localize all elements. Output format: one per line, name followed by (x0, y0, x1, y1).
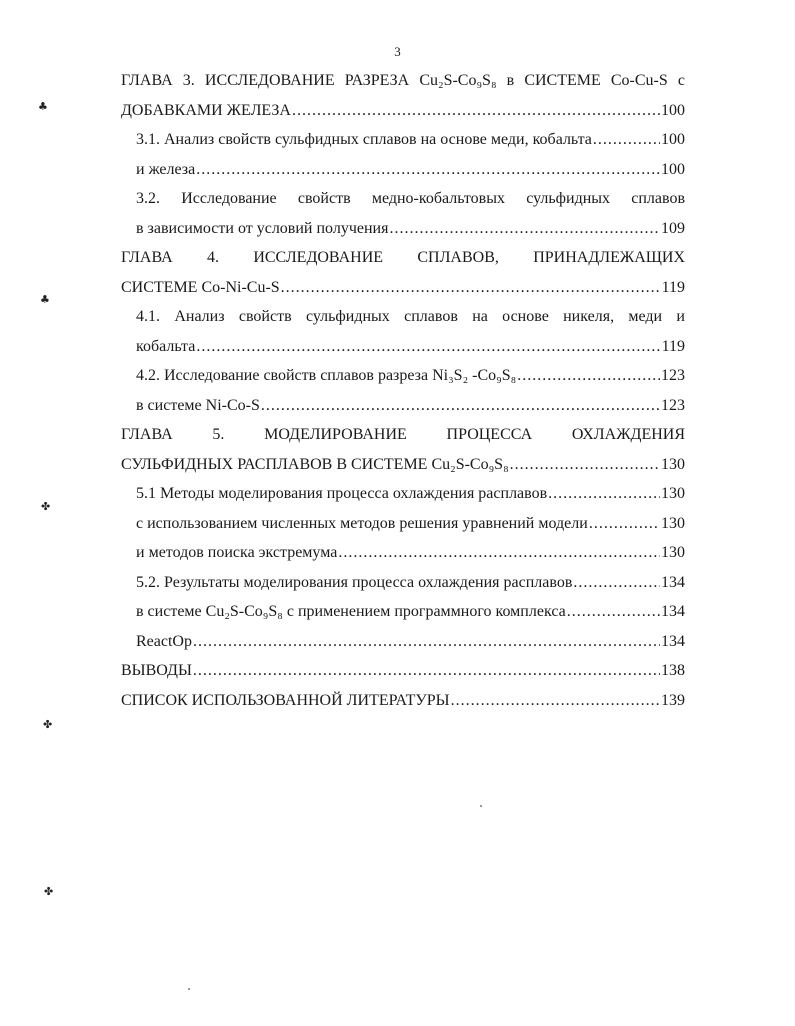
toc-entry (121, 125, 685, 155)
toc-entry-title: ReactOp (136, 632, 192, 650)
binding-hole-mark: ✤ (41, 500, 51, 513)
toc-entry (121, 597, 685, 627)
toc-entry-page: 123 (661, 367, 685, 384)
toc-entry (121, 627, 685, 657)
toc-entry-page: 134 (661, 632, 685, 650)
toc-entry-title: ГЛАВА 4. ИССЛЕДОВАНИЕ СПЛАВОВ, ПРИНАДЛЕЖАЩИХ (121, 249, 685, 266)
toc-dot-leader (567, 597, 660, 627)
toc-entry-title: и железа (136, 160, 196, 178)
toc-dot-leader (389, 214, 660, 244)
table-of-contents (121, 66, 685, 715)
toc-entry-page: 123 (661, 396, 685, 414)
toc-entry (121, 361, 685, 391)
toc-entry (121, 538, 685, 568)
toc-dot-leader (517, 361, 660, 391)
toc-entry-page: 139 (661, 691, 685, 709)
toc-entry (121, 214, 685, 244)
toc-entry-page: 100 (661, 131, 685, 148)
toc-dot-leader (589, 509, 660, 539)
toc-dot-leader (281, 273, 661, 303)
toc-entry-title: 5.1 Методы моделирования процесса охлаждения расплавов (136, 485, 548, 502)
toc-entry-page: 134 (661, 603, 685, 620)
toc-entry-title: 4.2. Исследование свойств сплавов разреза Ni₃S₂ -Co₉S₈ (136, 367, 517, 384)
toc-dot-leader (510, 450, 660, 480)
toc-entry-title: 5.2. Результаты моделирования процесса охлаждения расплавов (136, 573, 573, 591)
toc-entry-page: 109 (661, 219, 685, 237)
toc-entry-title: ДОБАВКАМИ ЖЕЛЕЗА (121, 101, 291, 119)
toc-entry-title: СПИСОК ИСПОЛЬЗОВАННОЙ ЛИТЕРАТУРЫ (121, 691, 450, 709)
toc-entry-title: и методов поиска экстремума (136, 544, 338, 561)
toc-entry (121, 686, 685, 716)
toc-entry (121, 66, 685, 96)
toc-entry-title: ВЫВОДЫ (121, 662, 192, 679)
toc-dot-leader (196, 332, 660, 362)
toc-entry (121, 450, 685, 480)
toc-entry (121, 391, 685, 421)
page-number: 3 (394, 44, 401, 59)
toc-dot-leader (573, 568, 660, 598)
toc-dot-leader (292, 96, 660, 126)
toc-entry-title: СУЛЬФИДНЫХ РАСПЛАВОВ В СИСТЕМЕ Cu₂S-Co₉S₈ (121, 455, 509, 473)
toc-entry-title: кобальта (136, 337, 196, 355)
toc-entry (121, 509, 685, 539)
toc-entry-page: 119 (661, 337, 685, 355)
toc-dot-leader (261, 391, 660, 421)
toc-dot-leader (451, 686, 660, 716)
toc-entry-title: в системе Cu₂S-Co₉S₈ с применением программного комплекса (136, 603, 566, 620)
toc-entry (121, 302, 685, 332)
binding-hole-mark: ✤ (44, 885, 54, 898)
toc-entry (121, 184, 685, 214)
toc-entry (121, 332, 685, 362)
toc-entry-title: ГЛАВА 3. ИССЛЕДОВАНИЕ РАЗРЕЗА Cu₂S-Co₉S₈ в СИСТЕМЕ Co-Cu-S с (121, 72, 685, 89)
toc-dot-leader (196, 155, 660, 185)
toc-dot-leader (193, 656, 660, 686)
toc-entry-page: 130 (661, 514, 685, 532)
toc-entry-page: 138 (661, 662, 685, 679)
toc-entry-page: 130 (661, 455, 685, 473)
toc-entry (121, 273, 685, 303)
toc-entry-title: с использованием численных методов решения уравнений модели (136, 514, 588, 532)
toc-entry-page: 100 (661, 101, 685, 119)
toc-entry (121, 479, 685, 509)
toc-dot-leader (193, 627, 660, 657)
toc-entry (121, 568, 685, 598)
binding-hole-mark: ♣ (38, 100, 48, 113)
toc-entry (121, 420, 685, 450)
toc-entry (121, 96, 685, 126)
toc-entry (121, 155, 685, 185)
binding-hole-mark: ♣ (40, 293, 50, 306)
toc-entry-page: 100 (661, 160, 685, 178)
toc-entry (121, 656, 685, 686)
toc-dot-leader (548, 479, 660, 509)
toc-entry-page: 130 (661, 544, 685, 561)
toc-entry-title: 3.1. Анализ свойств сульфидных сплавов на основе меди, кобальта (136, 131, 592, 148)
toc-dot-leader (593, 125, 660, 155)
toc-entry (121, 243, 685, 273)
toc-entry-title: в системе Ni-Co-S (136, 396, 260, 414)
toc-entry-title: 3.2. Исследование свойств медно-кобальтовых сульфидных сплавов (136, 190, 685, 207)
toc-dot-leader (338, 538, 660, 568)
toc-entry-title: 4.1. Анализ свойств сульфидных сплавов на основе никеля, меди и (136, 308, 685, 325)
toc-entry-title: в зависимости от условий получения (136, 219, 389, 237)
scan-speck (480, 805, 482, 807)
toc-entry-page: 134 (661, 573, 685, 591)
toc-entry-title: ГЛАВА 5. МОДЕЛИРОВАНИЕ ПРОЦЕССА ОХЛАЖДЕНИЯ (121, 426, 685, 443)
toc-entry-title: СИСТЕМЕ Co-Ni-Cu-S (121, 278, 280, 296)
binding-hole-mark: ✤ (43, 718, 53, 731)
scan-speck (188, 988, 190, 990)
toc-entry-page: 119 (661, 278, 685, 296)
toc-entry-page: 130 (661, 485, 685, 502)
